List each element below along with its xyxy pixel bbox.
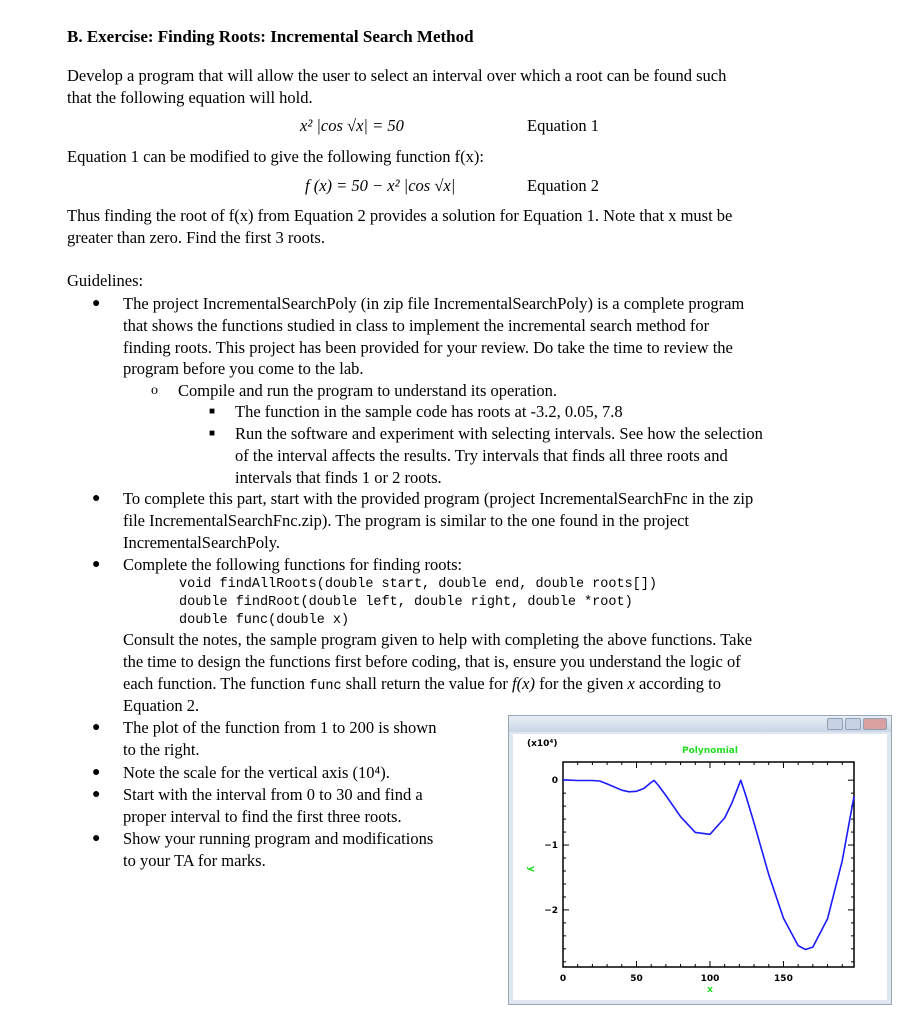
bullet-text: file IncrementalSearchFnc.zip). The program is similar to the one found in the project [123,511,690,530]
section-title: B. Exercise: Finding Roots: Incremental Search Method [67,27,474,46]
sub-sub-bullet-text: of the interval affects the results. Try intervals that finds all three roots and [235,446,728,465]
x-tick-label: 50 [630,974,643,984]
consult-line: the time to design the functions first before coding, that is, ensure you understand the logic of [123,652,741,671]
bullet-text: To complete this part, start with the provided program (project IncrementalSearchFnc in the zip [123,489,754,508]
bullet-text: The project IncrementalSearchPoly (in zip file IncrementalSearchPoly) is a complete program [123,294,745,313]
code-line: double findRoot(double left, double right, double *root) [179,595,633,610]
consult-line: Consult the notes, the sample program given to help with completing the above functions. Take [123,630,753,649]
sub-bullet-text: Compile and run the program to understand its operation. [178,381,557,400]
x-tick-label: 100 [700,974,720,984]
code-line: double func(double x) [179,613,350,628]
equation-1-label: Equation 1 [527,116,599,135]
y-tick-label: −1 [544,841,558,852]
y-axis-label: y [526,866,536,872]
chart-title: Polynomial [682,746,738,756]
intro-line: that the following equation will hold. [67,88,313,107]
equation-2: f (x) = 50 − x² |cos √x| [305,176,456,195]
bullet-text: The plot of the function from 1 to 200 is shown [123,718,437,737]
square-bullet-icon: ■ [209,428,216,439]
bullet-icon: ● [92,557,101,572]
code-func: func [309,679,342,694]
bullet-text: Show your running program and modifications [123,829,434,848]
thus-line: greater than zero. Find the first 3 roots. [67,228,325,247]
bullet-text: to the right. [123,740,200,759]
modified-text: Equation 1 can be modified to give the following function f(x): [67,147,484,166]
circle-bullet-icon: o [151,383,158,398]
bullet-icon: ● [92,787,101,802]
bullet-text: finding roots. This project has been provided for your review. Do take the time to review the [123,338,733,357]
code-line: void findAllRoots(double start, double end, double roots[]) [179,577,657,592]
x-axis-label: x [707,985,713,995]
bullet-text: Complete the following functions for finding roots: [123,555,463,574]
sub-sub-bullet-text: intervals that finds 1 or 2 roots. [235,468,442,487]
text: shall return the value for [341,674,513,693]
y-tick-label: 0 [551,776,558,787]
text: for the given [534,674,628,693]
x: x [627,674,635,693]
bullet-text: that shows the functions studied in class to implement the incremental search method for [123,316,710,335]
square-bullet-icon: ■ [209,406,216,417]
bullet-icon: ● [92,765,101,780]
text: according to [634,674,721,693]
equation-2-label: Equation 2 [527,176,599,195]
bullet-icon: ● [92,831,101,846]
consult-line: Equation 2. [123,696,200,715]
bullet-text: Note the scale for the vertical axis (10⁴). [123,763,390,782]
scale-label: (x10⁴) [527,739,558,749]
bullet-icon: ● [92,296,101,311]
y-tick-label: −2 [544,905,558,916]
bullet-text: IncrementalSearchPoly. [123,533,280,552]
bullet-icon: ● [92,491,101,506]
thus-line: Thus finding the root of f(x) from Equation 2 provides a solution for Equation 1. Note that x must be [67,206,733,225]
intro-line: Develop a program that will allow the user to select an interval over which a root can be found such [67,66,727,85]
bullet-text: to your TA for marks. [123,851,266,870]
sub-sub-bullet-text: The function in the sample code has roots at -3.2, 0.05, 7.8 [235,402,623,421]
bullet-text: Start with the interval from 0 to 30 and find a [123,785,423,804]
sub-sub-bullet-text: Run the software and experiment with selecting intervals. See how the selection [235,424,763,443]
guidelines-heading: Guidelines: [67,271,144,290]
bullet-text: program before you come to the lab. [123,359,364,378]
series-line [563,780,854,950]
fx: f(x) [512,674,535,693]
bullet-text: proper interval to find the first three roots. [123,807,402,826]
bullet-icon: ● [92,720,101,735]
x-tick-label: 0 [559,974,567,984]
x-tick-label: 150 [774,974,793,984]
plot-frame [563,762,854,967]
equation-1: x² |cos √x| = 50 [300,116,404,135]
text: each function. The function [123,674,310,693]
